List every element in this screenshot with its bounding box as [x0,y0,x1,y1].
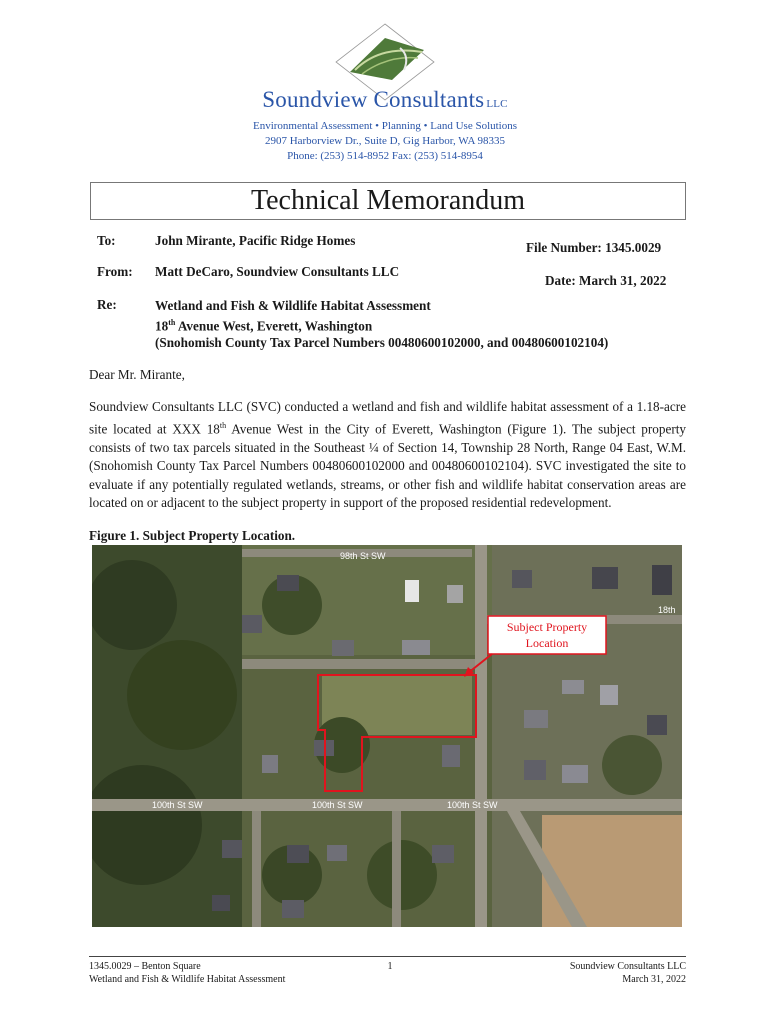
file-number: File Number: 1345.0029 [526,240,662,255]
map-label-street-bottom-right: 100th St SW [447,800,498,810]
map-label-street-top: 98th St SW [340,551,386,561]
figure-title: Figure 1. Subject Property Location. [89,528,296,543]
footer-date: March 31, 2022 [622,973,686,985]
map-label-street-bottom-mid: 100th St SW [312,800,363,810]
re-subject [155,297,608,351]
company-phone: Phone: (253) 514-8952 Fax: (253) 514-8954 [287,150,483,162]
intro-paragraph: Soundview Consultants LLC (SVC) conducted a wetland and fish and wildlife habitat assessment of a 1.18-acre site located at XXX 18th Avenue West in the City of Everett, Washington (Figure 1). The subject property consists of two tax parcels situated in the Southeast ¼ of Section 14, Township 28 North, Range 04 East, W.M. (Snohomish County Tax Parcel Numbers 00480600102000 and 00480600102104). SVC investigated the site to evaluate if any potentially regulated wetlands, streams, or other fish and wildlife habitat conservation areas are located on or adjacent to the subject property in support of the proposed residential redevelopment. [89,399,686,511]
aerial-map [92,545,682,927]
footer-company: Soundview Consultants LLC [569,961,686,972]
map-label-street-bottom-left: 100th St SW [152,800,203,810]
re-line-1: Wetland and Fish & Wildlife Habitat Assessment [155,298,431,313]
re-line-2: 18th Avenue West, Everett, Washington [155,318,373,334]
from-label: From: [97,264,133,279]
to-label: To: [97,233,116,248]
aerial-map-image [92,545,682,927]
memo-title: Technical Memorandum [90,182,686,220]
page-number: 1 [387,961,393,972]
re-label: Re: [97,297,117,312]
company-name: Soundview Consultants LLC [262,87,508,112]
footer-project: 1345.0029 – Benton Square [89,961,201,972]
salutation: Dear Mr. Mirante, [89,367,185,382]
callout-line-2: Location [525,636,569,650]
company-address: 2907 Harborview Dr., Suite D, Gig Harbor, WA 98335 [264,135,506,147]
footer-right [486,961,686,986]
from-value: Matt DeCaro, Soundview Consultants LLC [155,264,400,279]
to-value: John Mirante, Pacific Ridge Homes [155,233,356,248]
footer-left [89,961,285,986]
footer-rule [89,956,686,957]
footer-document: Wetland and Fish & Wildlife Habitat Assessment [89,973,286,985]
callout-line-1: Subject Property [506,620,588,634]
re-line-3: (Snohomish County Tax Parcel Numbers 00480600102000, and 00480600102104) [155,335,609,351]
map-label-street-right: 18th [658,605,676,615]
company-services: Environmental Assessment • Planning • Land Use Solutions [252,120,518,132]
memo-date: Date: March 31, 2022 [545,273,667,288]
